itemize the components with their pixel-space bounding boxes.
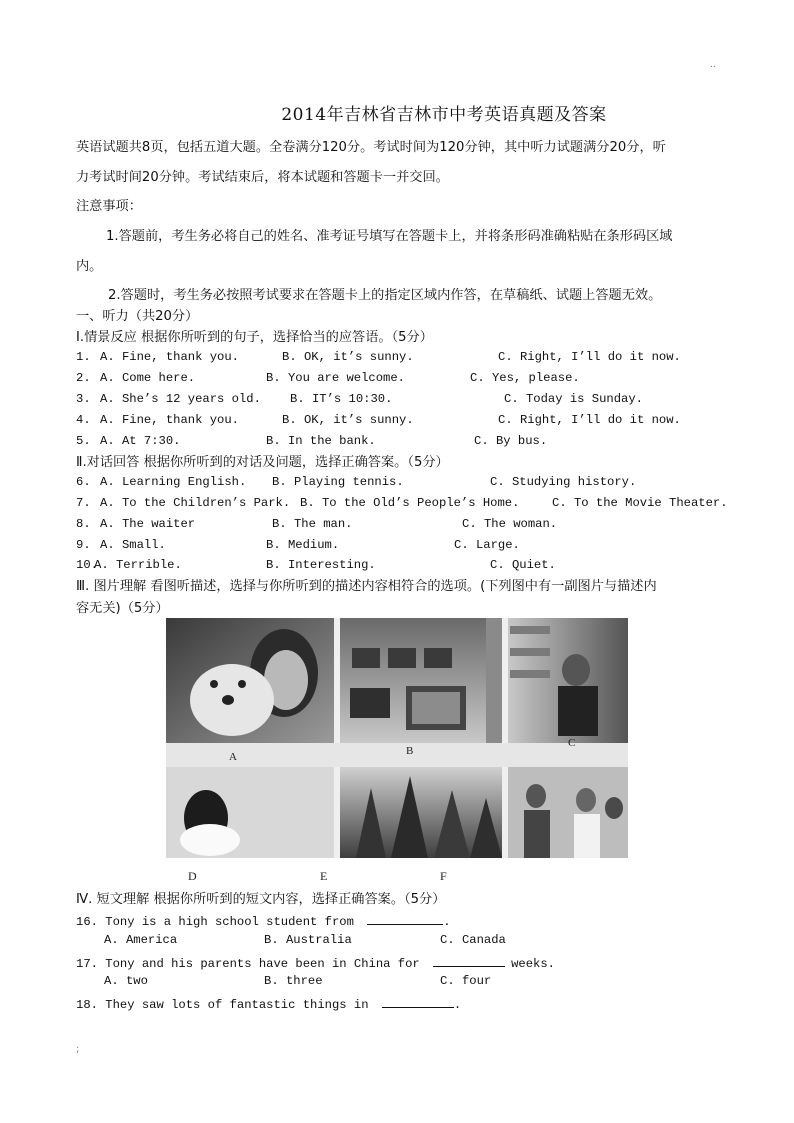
question-end: weeks. (511, 957, 555, 971)
question-text: 18. They saw lots of fantastic things in (76, 998, 369, 1012)
section1-heading: Ⅰ.情景反应 根据你所听到的句子，选择恰当的应答语。（5分） (76, 330, 433, 345)
option-a: A. The waiter (100, 517, 196, 531)
option-b: B. The man. (272, 517, 353, 531)
question-16 (76, 912, 451, 929)
option-c: C. Canada (440, 933, 506, 947)
option-a: A. Come here. (100, 371, 196, 385)
part1-heading: 一、听力（共20分） (76, 309, 199, 324)
question-text: 17. Tony and his parents have been in China for (76, 957, 420, 971)
option-b: B. OK, it’s sunny. (282, 413, 414, 427)
question-number: 10. (76, 558, 98, 572)
answer-blank (382, 995, 454, 1008)
picture-label-c: C (568, 737, 576, 749)
notes-heading: 注意事项： (76, 199, 142, 214)
option-b: B. Australia (264, 933, 352, 947)
option-b: B. In the bank. (266, 434, 376, 448)
question-18 (76, 995, 461, 1012)
section4-heading: Ⅳ. 短文理解 根据你所听到的短文内容，选择正确答案。（5分） (76, 892, 446, 907)
picture-label-d: D (188, 869, 197, 883)
option-b: B. You are welcome. (266, 371, 405, 385)
option-c: C. four (440, 974, 492, 988)
section3-heading: Ⅲ. 图片理解 看图听描述，选择与你所听到的描述内容相符合的选项。(下列图中有一副图片与描述内 (76, 579, 657, 594)
option-a: A. Fine, thank you. (100, 413, 239, 427)
question-text: 16. Tony is a high school student from (76, 915, 354, 929)
question-number: 5. (76, 434, 91, 448)
question-number: 3. (76, 392, 91, 406)
option-a: A. Terrible. (94, 558, 182, 572)
question-17 (76, 954, 555, 971)
question-number: 8. (76, 517, 91, 531)
option-a: A. Small. (100, 538, 166, 552)
page-title: 2014年吉林省吉林市中考英语真题及答案 (281, 105, 607, 125)
option-c: C. Studying history. (490, 475, 637, 489)
picture-grid-image (166, 618, 628, 858)
intro-line-1: 英语试题共8页，包括五道大题。全卷满分120分。考试时间为120分钟，其中听力试题满分20分，听 (76, 140, 666, 155)
picture-label-a: A (229, 751, 237, 763)
option-a: A. To the Children’s Park. (100, 496, 291, 510)
picture-grid (166, 618, 628, 858)
option-c: C. The woman. (462, 517, 558, 531)
question-number: 2. (76, 371, 91, 385)
option-c: C. Large. (454, 538, 520, 552)
option-c: C. Right, I’ll do it now. (498, 413, 681, 427)
option-a: A. America (104, 933, 178, 947)
note-item-1-cont: 内。 (76, 259, 103, 274)
option-c: C. Quiet. (490, 558, 556, 572)
picture-label-e: E (320, 869, 328, 883)
question-number: 6. (76, 475, 91, 489)
option-c: C. Right, I’ll do it now. (498, 350, 681, 364)
corner-mark: .. (710, 60, 716, 70)
option-a: A. At 7:30. (100, 434, 181, 448)
answer-blank (433, 954, 505, 967)
option-a: A. Fine, thank you. (100, 350, 239, 364)
option-b: B. Interesting. (266, 558, 376, 572)
note-item-1: 1.答题前，考生务必将自己的姓名、准考证号填写在答题卡上，并将条形码准确粘贴在条形码区域 (106, 229, 673, 244)
option-c: C. Yes, please. (470, 371, 580, 385)
answer-blank (367, 912, 443, 925)
option-a: A. two (104, 974, 148, 988)
option-b: B. OK, it’s sunny. (282, 350, 414, 364)
option-b: B. Playing tennis. (272, 475, 404, 489)
question-end: . (443, 915, 451, 929)
footer-mark: ; (76, 1044, 80, 1055)
option-c: C. By bus. (474, 434, 548, 448)
option-a: A. Learning English. (100, 475, 247, 489)
question-number: 1. (76, 350, 91, 364)
intro-line-2: 力考试时间20分钟。考试结束后，将本试题和答题卡一并交回。 (76, 170, 449, 185)
picture-label-f: F (440, 869, 447, 883)
note-item-2: 2.答题时，考生务必按照考试要求在答题卡上的指定区域内作答，在草稿纸、试题上答题无效。 (108, 288, 662, 303)
option-b: B. Medium. (266, 538, 340, 552)
question-number: 9. (76, 538, 91, 552)
option-c: C. Today is Sunday. (504, 392, 643, 406)
option-a: A. She’s 12 years old. (100, 392, 261, 406)
option-b: B. IT’s 10:30. (290, 392, 393, 406)
question-number: 4. (76, 413, 91, 427)
picture-label-b: B (406, 745, 414, 757)
question-number: 7. (76, 496, 91, 510)
option-c: C. To the Movie Theater. (552, 496, 728, 510)
section3-heading-cont: 容无关)（5分） (76, 601, 169, 616)
question-end: . (453, 998, 462, 1012)
option-b: B. To the Old’s People’s Home. (300, 496, 520, 510)
option-b: B. three (264, 974, 323, 988)
section2-heading: Ⅱ.对话回答 根据你所听到的对话及问题，选择正确答案。（5分） (76, 455, 449, 470)
